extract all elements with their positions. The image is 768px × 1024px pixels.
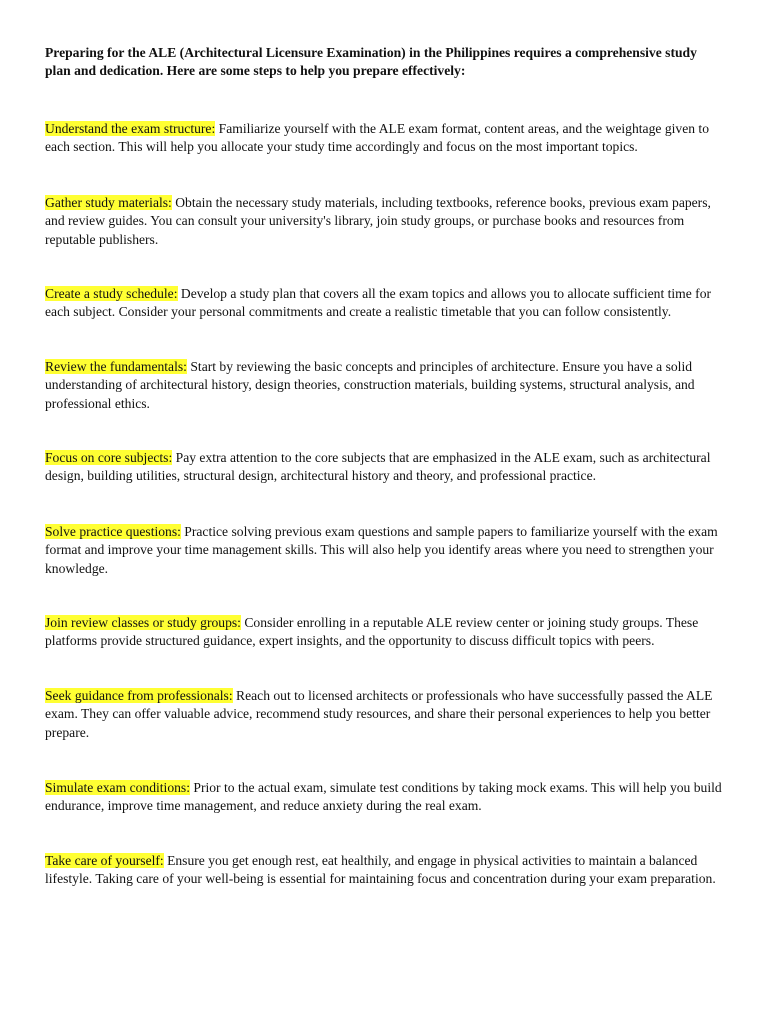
step-paragraph [45, 852, 725, 889]
step-paragraph [45, 120, 725, 157]
step-body-text: Pay extra attention to the core subjects that are emphasized in the ALE exam, such as architectural design, building utilities, structural design, architectural history and theory, and professional practice. [45, 450, 711, 484]
step-heading-highlight: Gather study materials: [45, 195, 172, 210]
step-body-text: Develop a study plan that covers all the exam topics and allows you to allocate sufficient time for each subject. Consider your personal commitments and create a realistic timetable that you can follow consistently. [45, 286, 712, 320]
step-heading-highlight: Review the fundamentals: [45, 359, 187, 374]
step-heading-highlight: Take care of yourself: [45, 853, 164, 868]
step-body-text: Obtain the necessary study materials, including textbooks, reference books, previous exam papers, and review guides. You can consult your university's library, join study groups, or purchase books and resources from reputable publishers. [45, 195, 711, 247]
step-body-text: Reach out to licensed architects or professionals who have successfully passed the ALE exam. They can offer valuable advice, recommend study resources, and share their personal experiences to help you better prepare. [45, 688, 713, 740]
step-heading-highlight: Solve practice questions: [45, 524, 181, 539]
step-body-text: Start by reviewing the basic concepts and principles of architecture. Ensure you have a solid understanding of architectural history, design theories, construction materials, building systems, structural analysis, and professional ethics. [45, 359, 695, 411]
step-paragraph [45, 449, 725, 486]
step-heading-highlight: Understand the exam structure: [45, 121, 216, 136]
step-paragraph [45, 194, 725, 249]
step-paragraph [45, 779, 725, 816]
step-heading-highlight: Create a study schedule: [45, 286, 178, 301]
step-body-text: Practice solving previous exam questions and sample papers to familiarize yourself with the exam format and improve your time management skills. This will also help you identify areas where you need to strengthen your knowledge. [45, 524, 718, 576]
step-paragraph [45, 687, 725, 742]
step-heading-highlight: Focus on core subjects: [45, 450, 173, 465]
step-paragraph [45, 285, 725, 322]
step-paragraph [45, 523, 725, 578]
intro-paragraph: Preparing for the ALE (Architectural Licensure Examination) in the Philippines requires a comprehensive study plan and dedication. Here are some steps to help you prepare effectively: [45, 45, 697, 79]
step-body-text: Prior to the actual exam, simulate test conditions by taking mock exams. This will help you build endurance, improve time management, and reduce anxiety during the real exam. [45, 780, 722, 814]
step-heading-highlight: Seek guidance from professionals: [45, 688, 233, 703]
step-heading-highlight: Join review classes or study groups: [45, 615, 241, 630]
step-paragraph [45, 358, 725, 413]
step-heading-highlight: Simulate exam conditions: [45, 780, 190, 795]
document-page [45, 44, 725, 887]
step-paragraph [45, 614, 725, 651]
step-body-text: Consider enrolling in a reputable ALE review center or joining study groups. These platforms provide structured guidance, expert insights, and the opportunity to discuss difficult topics with peers. [45, 615, 699, 649]
step-body-text: Ensure you get enough rest, eat healthily, and engage in physical activities to maintain a balanced lifestyle. Taking care of your well-being is essential for maintaining focus and concentration during your exam preparation. [45, 853, 716, 887]
step-body-text: Familiarize yourself with the ALE exam format, content areas, and the weightage given to each section. This will help you allocate your study time accordingly and focus on the most important topics. [45, 121, 709, 155]
